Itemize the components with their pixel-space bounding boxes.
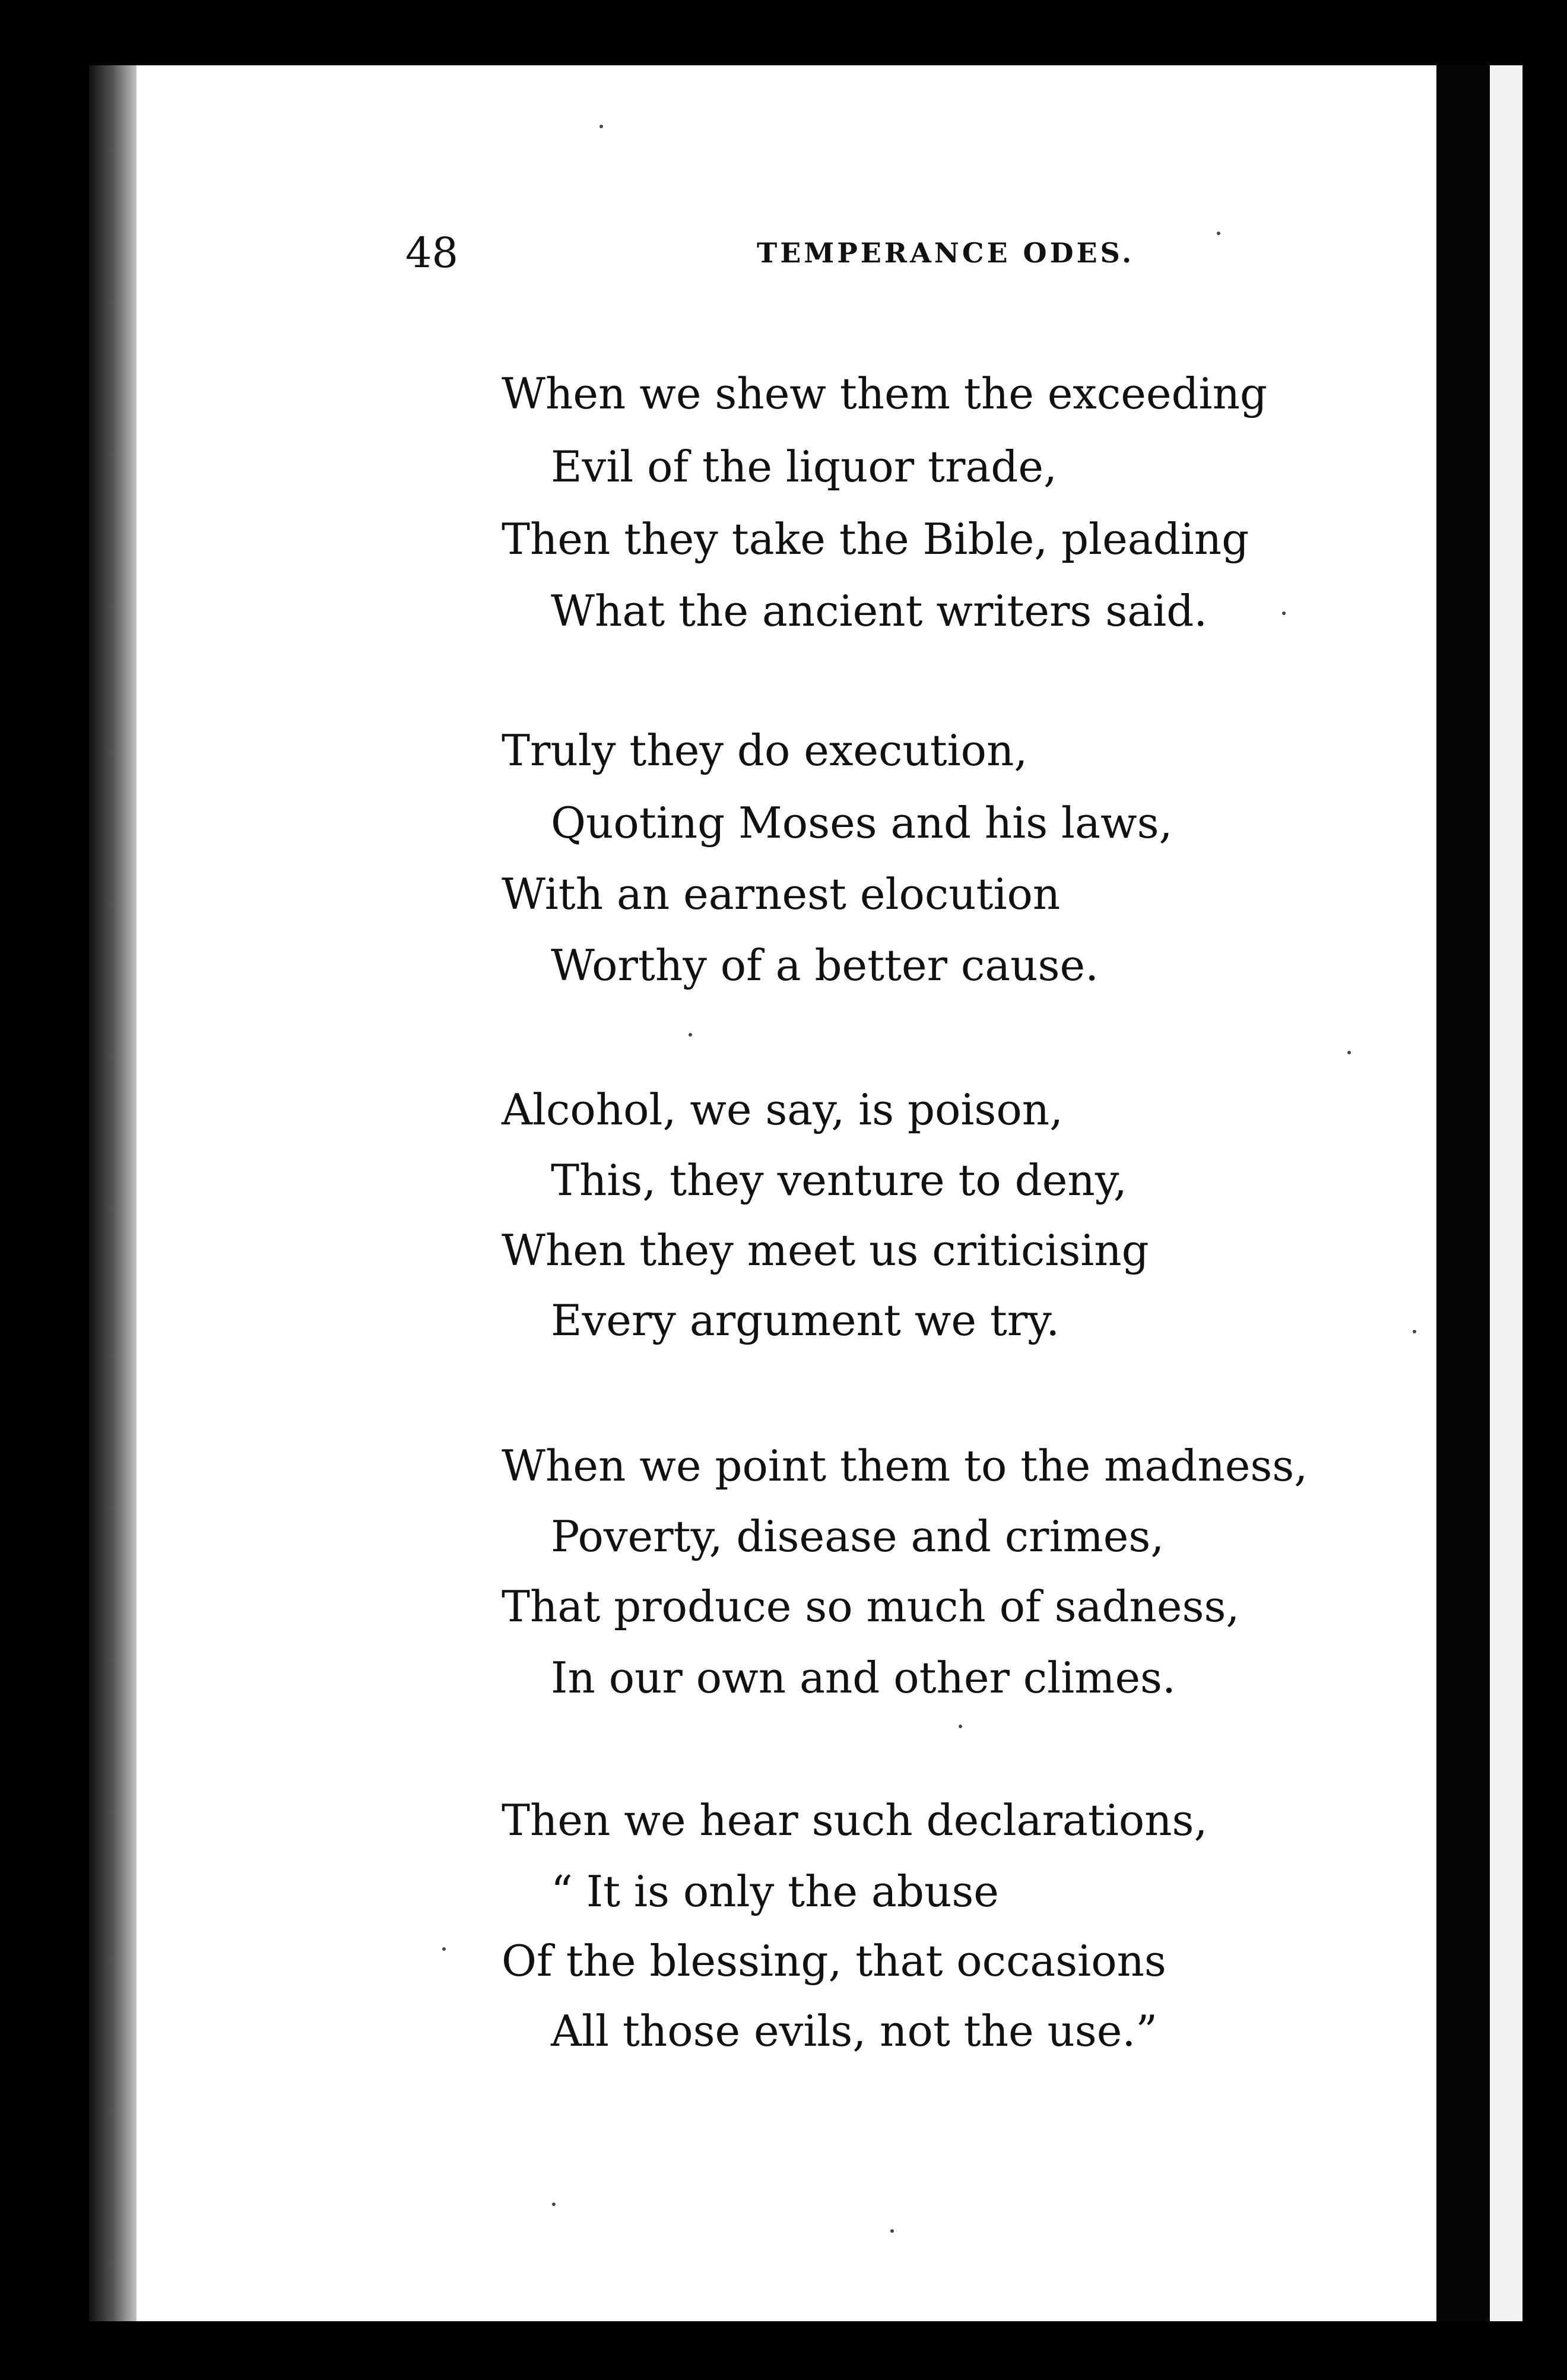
print-speck: [1217, 232, 1220, 235]
print-speck: [442, 1947, 446, 1951]
poem-line: This, they venture to deny,: [551, 1155, 1127, 1205]
poem-line: In our own and other climes.: [551, 1653, 1176, 1703]
poem-line: “ It is only the abuse: [551, 1866, 999, 1916]
poem-line: Truly they do execution,: [502, 725, 1028, 775]
poem-line: With an earnest elocution: [502, 869, 1061, 919]
poem-line: Every argument we try.: [551, 1295, 1060, 1345]
poem-line: Then we hear such declarations,: [502, 1795, 1208, 1845]
print-speck: [890, 2229, 894, 2233]
print-speck: [959, 1725, 962, 1728]
poem-line: When we point them to the madness,: [502, 1441, 1308, 1491]
poem-line: When we shew them the exceeding: [502, 369, 1268, 419]
print-speck: [1347, 1051, 1351, 1054]
poem-line: When they meet us criticising: [502, 1225, 1149, 1275]
poem-line: Worthy of a better cause.: [551, 940, 1099, 990]
poem-line: That produce so much of sadness,: [502, 1582, 1240, 1631]
print-speck: [552, 2202, 556, 2206]
print-speck: [689, 1033, 692, 1037]
poem-line: Alcohol, we say, is poison,: [502, 1085, 1063, 1134]
running-head: TEMPERANCE ODES.: [757, 237, 1135, 269]
poem-line: Quoting Moses and his laws,: [551, 798, 1173, 848]
print-speck: [1282, 611, 1286, 615]
poem-line: Poverty, disease and crimes,: [551, 1511, 1165, 1561]
print-speck: [1413, 1330, 1416, 1333]
poem-line: All those evils, not the use.”: [551, 2006, 1158, 2056]
page-number: 48: [405, 229, 459, 277]
poem-line: Evil of the liquor trade,: [551, 442, 1057, 492]
poem-line: Of the blessing, that occasions: [502, 1936, 1166, 1986]
print-speck: [599, 125, 603, 128]
poem-line: What the ancient writers said.: [551, 586, 1208, 636]
poem-line: Then they take the Bible, pleading: [502, 514, 1249, 564]
